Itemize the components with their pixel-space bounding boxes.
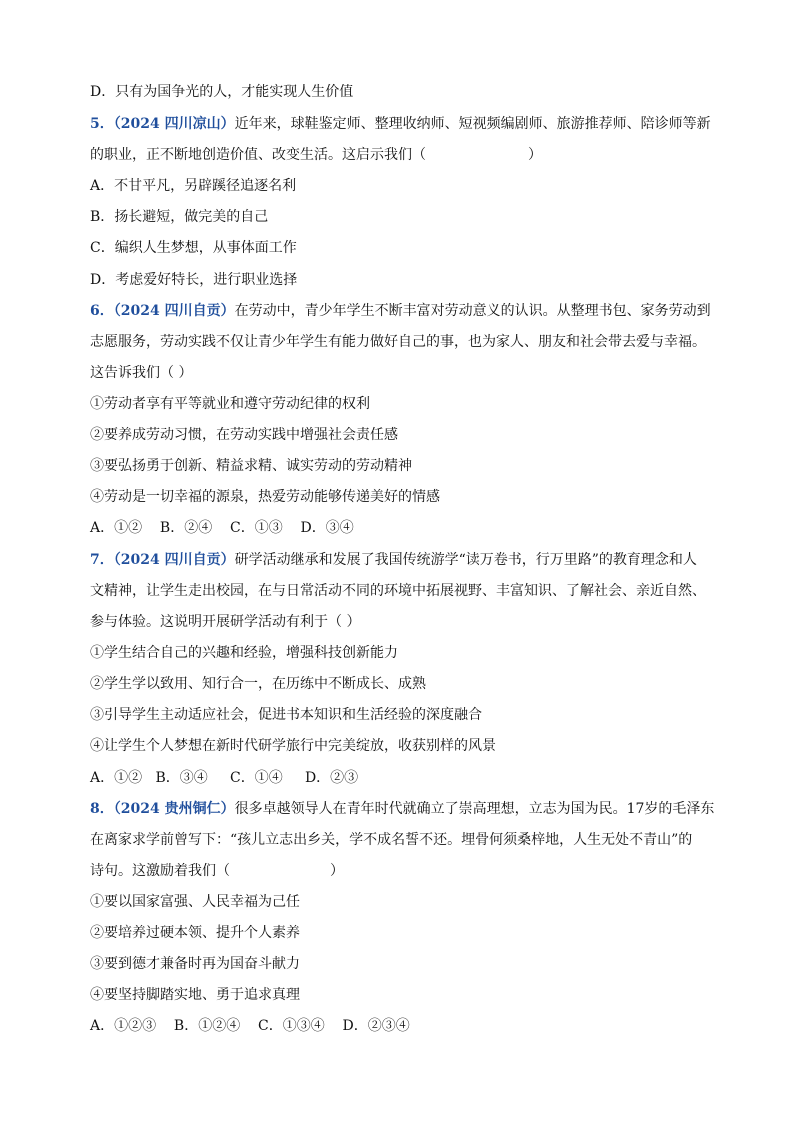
q8-source-tag: （2024 贵州铜仁） [113,801,235,817]
q5-source-tag: （2024 四川凉山） [113,116,235,132]
q7-number: 7． [90,552,114,568]
q8-stem-line-2: 在离家求学前曾写下：“孩儿立志出乡关，学不成名誓不还。埋骨何须桑梓地，人生无处不青山”的 [90,832,693,848]
q6-item-3: ③要弘扬勇于创新、精益求精、诚实劳动的劳动精神 [90,458,412,474]
q5-stem-line-1 [90,114,711,134]
q6-stem-line-3: 这告诉我们（ ） [90,365,193,381]
q5-option-b: B．扬长避短，做完美的自己 [90,209,269,225]
q8-stem-line-1 [90,799,714,819]
q5-stem-text-1: 近年来，球鞋鉴定师、整理收纳师、短视频编剧师、旅游推荐师、陪诊师等新 [234,116,711,132]
q4-option-d: D．只有为国争光的人，才能实现人生价值 [90,84,354,100]
q8-number: 8． [90,801,114,817]
q6-stem-line-1 [90,301,711,321]
q6-item-4: ④劳动是一切幸福的源泉，热爱劳动能够传递美好的情感 [90,489,440,505]
q8-stem-close: ） [330,863,344,879]
q8-stem-text-3: 诗句。这激励着我们（ [90,863,230,879]
q7-stem-line-3: 参与体验。这说明开展研学活动有利于（ ） [90,614,361,630]
q5-stem-close: ） [528,147,542,163]
q8-item-2: ②要培养过硬本领、提升个人素养 [90,925,300,941]
q7-choices: A．①② B．③④ C．①④ D．②③ [90,770,359,786]
q7-item-4: ④让学生个人梦想在新时代研学旅行中完美绽放，收获别样的风景 [90,738,496,754]
q8-choices: A．①②③ B．①②④ C．①③④ D．②③④ [90,1018,410,1034]
q5-option-d: D．考虑爱好特长，进行职业选择 [90,272,298,288]
q5-stem-text-2: 的职业，正不断地创造价值、改变生活。这启示我们（ [90,147,426,163]
q8-stem-text-1: 很多卓越领导人在青年时代就确立了崇高理想，立志为国为民。17岁的毛泽东 [234,801,715,817]
q7-item-1: ①学生结合自己的兴趣和经验，增强科技创新能力 [90,645,398,661]
q7-source-tag: （2024 四川自贡） [113,552,235,568]
q6-stem-text-1: 在劳动中，青少年学生不断丰富对劳动意义的认识。从整理书包、家务劳动到 [234,303,711,319]
q7-stem-text-1: 研学活动继承和发展了我国传统游学“读万卷书，行万里路”的教育理念和人 [234,552,697,568]
q5-option-c: C．编织人生梦想，从事体面工作 [90,240,297,256]
q5-number: 5． [90,116,114,132]
q7-stem-line-2: 文精神，让学生走出校园，在与日常活动不同的环境中拓展视野、丰富知识、了解社会、亲近自然、 [90,583,706,599]
q8-item-4: ④要坚持脚踏实地、勇于追求真理 [90,987,300,1003]
q7-stem-line-1 [90,550,697,570]
q6-number: 6． [90,303,114,319]
q6-item-2: ②要养成劳动习惯，在劳动实践中增强社会责任感 [90,427,398,443]
q5-stem-line-2 [90,145,542,165]
q7-item-2: ②学生学以致用、知行合一，在历练中不断成长、成熟 [90,676,426,692]
q6-item-1: ①劳动者享有平等就业和遵守劳动纪律的权利 [90,396,370,412]
q6-source-tag: （2024 四川自贡） [113,303,235,319]
q5-option-a: A．不甘平凡，另辟蹊径追逐名利 [90,178,297,194]
q6-choices: A．①② B．②④ C．①③ D．③④ [90,520,354,536]
q8-item-1: ①要以国家富强、人民幸福为己任 [90,894,300,910]
q8-item-3: ③要到德才兼备时再为国奋斗献力 [90,956,300,972]
q7-item-3: ③引导学生主动适应社会，促进书本知识和生活经验的深度融合 [90,707,482,723]
q6-stem-line-2: 志愿服务，劳动实践不仅让青少年学生有能力做好自己的事，也为家人、朋友和社会带去爱与幸福。 [90,334,706,350]
q8-stem-line-3 [90,861,344,881]
